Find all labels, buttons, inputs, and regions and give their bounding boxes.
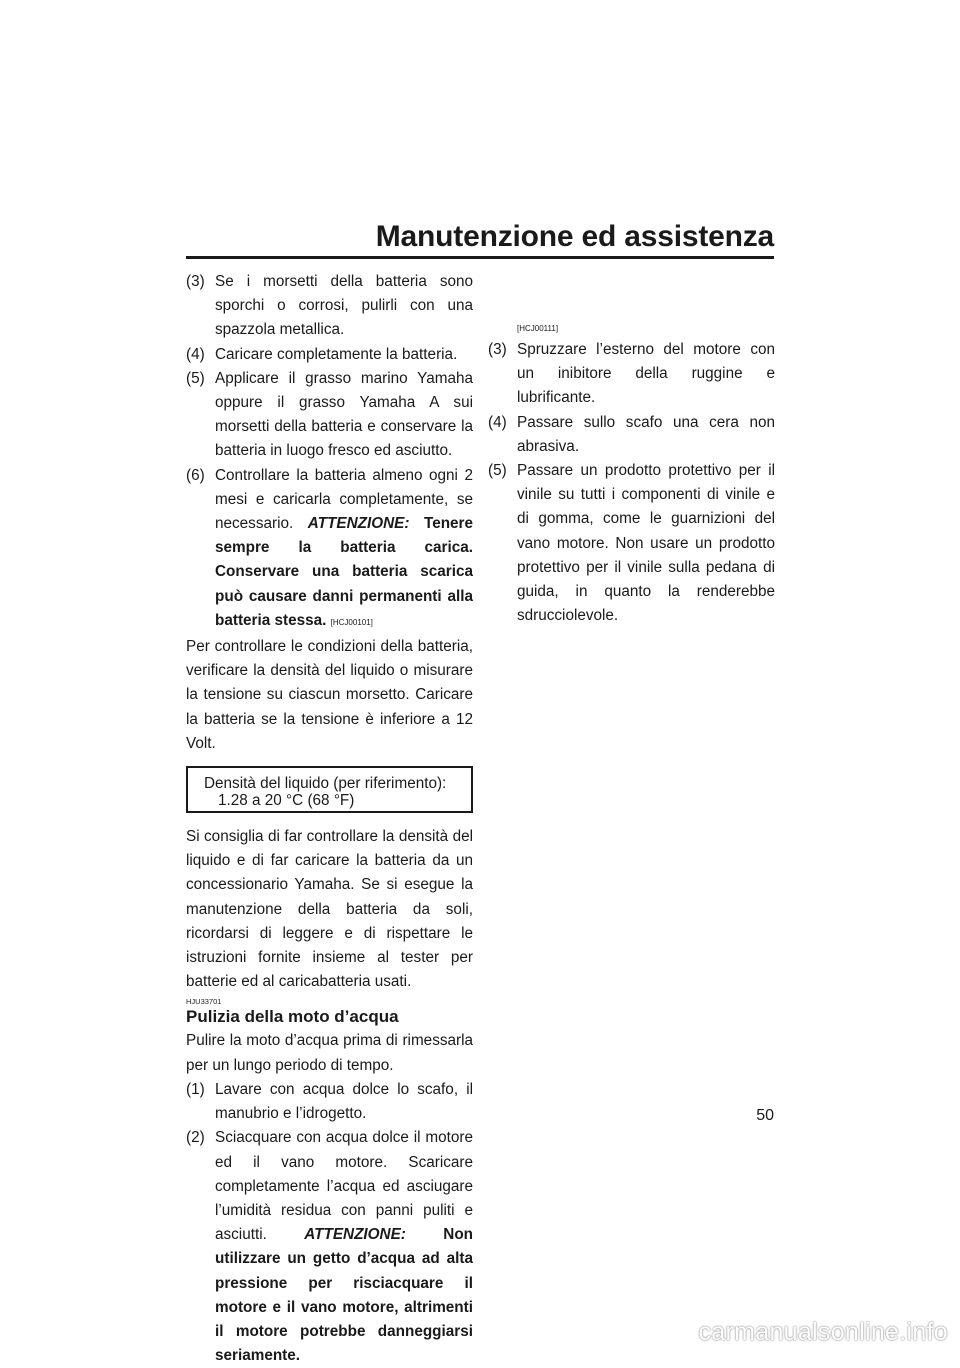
caution-code: [HCJ00111] (517, 324, 559, 333)
item-number: (1) (186, 1080, 205, 1098)
section-heading: Pulizia della moto d’acqua (186, 1007, 399, 1027)
section-intro: Pulire la moto d’acqua prima di rimessarla per un lungo periodo di tempo. (186, 1032, 473, 1074)
left-column (186, 270, 473, 1368)
item-text: Controllare la batteria almeno ogni 2 mesi e caricarla completamente, se necessario. (215, 466, 473, 533)
list-item (186, 1126, 473, 1368)
item-text: Se i morsetti della batteria sono sporchi o corrosi, pulirli con una spazzola metallica. (215, 273, 473, 339)
page-title: Manutenzione ed assistenza (375, 220, 774, 253)
page-number: 50 (756, 1107, 774, 1124)
body-paragraph: Per controllare le condizioni della batteria, verificare la densità del liquido o misurare la tensione su ciascun morsetto. Caricare la batteria se la tensione è inferiore a 12 Volt. (186, 638, 473, 752)
item-text: Sciacquare con acqua dolce il motore ed il vano motore. Scaricare completamente l’acqua ed asciugare l’umidità residua con panni puliti e asciutti. (215, 1129, 473, 1244)
list-item (186, 1078, 473, 1126)
spec-label: Densità del liquido (per riferimento): (204, 775, 447, 793)
item-number: (5) (186, 369, 205, 387)
item-number: (5) (488, 462, 507, 480)
list-item (488, 411, 775, 459)
section-code: HJU33701 (186, 997, 222, 1007)
spec-value: 1.28 a 20 °C (68 °F) (218, 792, 355, 810)
item-text: Spruzzare l’esterno del motore con un inibitore della ruggine e lubrificante. (517, 341, 775, 407)
list-item (186, 367, 473, 464)
right-column (488, 270, 775, 628)
list-item (488, 459, 775, 628)
caution-code: [HCJ00101] (330, 617, 373, 627)
item-number: (2) (186, 1129, 205, 1147)
caution-label: ATTENZIONE: (307, 515, 410, 533)
caution-label: ATTENZIONE: (304, 1226, 406, 1244)
item-text: Lavare con acqua dolce lo scafo, il manubrio e l’idrogetto. (215, 1080, 473, 1123)
item-number: (3) (488, 341, 507, 358)
item-number: (4) (186, 345, 205, 363)
caution-text: Tenere sempre la batteria carica. Conservare una batteria scarica può causare danni permanenti alla batteria stessa. (215, 515, 474, 629)
item-number: (4) (488, 413, 507, 431)
item-text: Passare sullo scafo una cera non abrasiva. (517, 413, 775, 455)
list-item (488, 338, 775, 411)
item-text: Passare un prodotto protettivo per il vinile su tutti i componenti di vinile e di gomma, come le guarnizioni del vano motore. Non usare un prodotto protettivo per il vinile sulla pedana di guida, in quanto la renderebbe sdrucciolevole. (517, 462, 775, 625)
watermark: carmanualsonline.info (698, 1318, 948, 1346)
list-item (186, 343, 473, 367)
list-item (186, 270, 473, 343)
item-number: (3) (186, 273, 205, 290)
list-item (186, 464, 473, 635)
item-text: Applicare il grasso marino Yamaha oppure il grasso Yamaha A sui morsetti della batteria e conservare la batteria in luogo fresco ed asciutto. (215, 369, 473, 460)
header-rule (186, 256, 774, 259)
body-paragraph: Si consiglia di far controllare la densità del liquido e di far caricare la batteria da un concessionario Yamaha. Se si esegue la manutenzione della batteria da soli, ricordarsi di leggere e di rispettare le istruzioni fornite insieme al tester per batterie ed al caricabatteria usati. (186, 828, 473, 991)
caution-text: Non utilizzare un getto d’acqua ad alta pressione per risciacquare il motore e il vano motore, altrimenti il motore potrebbe danneggiarsi seriamente. (215, 1226, 474, 1365)
item-text: Caricare completamente la batteria. (215, 345, 458, 363)
spec-box (186, 766, 473, 813)
item-number: (6) (186, 466, 205, 484)
